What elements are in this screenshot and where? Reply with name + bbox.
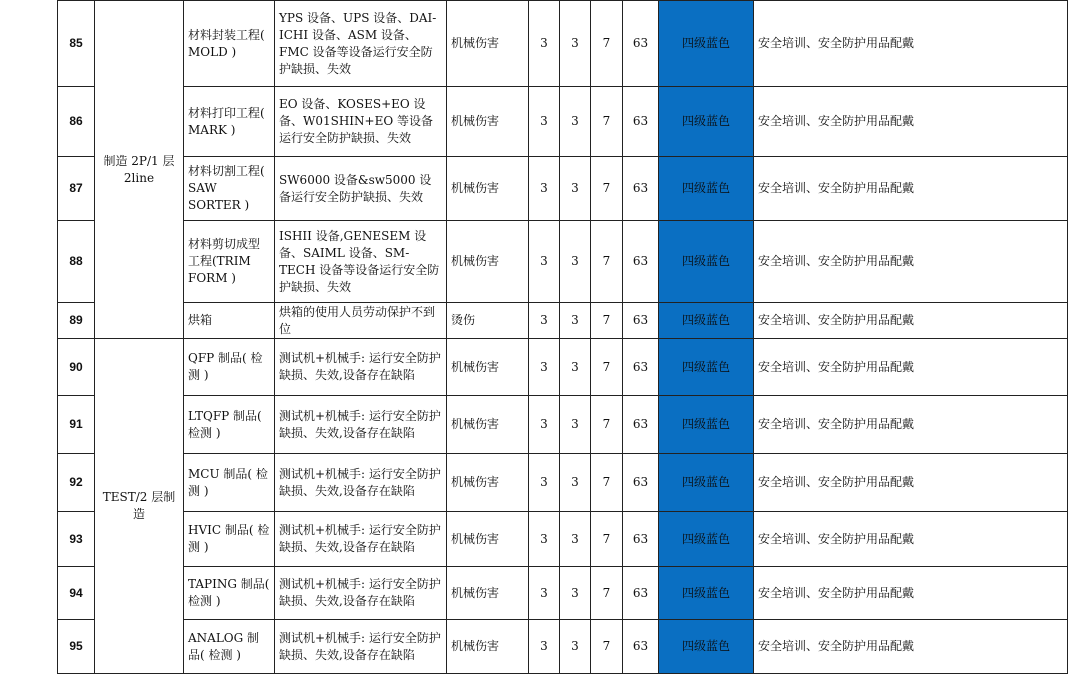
hazard-cell: 测试机+机械手: 运行安全防护缺损、失效,设备存在缺陷 <box>275 339 447 396</box>
d-value: 63 <box>623 1 659 87</box>
d-value: 63 <box>623 620 659 674</box>
e-value: 3 <box>560 339 591 396</box>
c-value: 7 <box>591 1 623 87</box>
measure-cell: 安全培训、安全防护用品配戴 <box>754 512 1068 567</box>
risk-level-badge: 四级蓝色 <box>659 157 754 221</box>
c-value: 7 <box>591 157 623 221</box>
e-value: 3 <box>560 620 591 674</box>
e-value: 3 <box>560 87 591 157</box>
table-row <box>58 396 1068 454</box>
l-value: 3 <box>529 87 560 157</box>
measure-cell: 安全培训、安全防护用品配戴 <box>754 396 1068 454</box>
injury-cell: 机械伤害 <box>447 567 529 620</box>
e-value: 3 <box>560 454 591 512</box>
d-value: 63 <box>623 339 659 396</box>
risk-level-badge: 四级蓝色 <box>659 512 754 567</box>
measure-cell: 安全培训、安全防护用品配戴 <box>754 303 1068 339</box>
risk-table-container <box>57 0 1067 674</box>
risk-level-badge: 四级蓝色 <box>659 339 754 396</box>
risk-level-badge: 四级蓝色 <box>659 87 754 157</box>
e-value: 3 <box>560 1 591 87</box>
injury-cell: 烫伤 <box>447 303 529 339</box>
d-value: 63 <box>623 567 659 620</box>
measure-cell: 安全培训、安全防护用品配戴 <box>754 339 1068 396</box>
process-cell: TAPING 制品( 检测 ) <box>184 567 275 620</box>
risk-level-badge: 四级蓝色 <box>659 454 754 512</box>
hazard-cell: 测试机+机械手: 运行安全防护缺损、失效,设备存在缺陷 <box>275 454 447 512</box>
row-number: 89 <box>58 303 95 339</box>
hazard-cell: 测试机+机械手: 运行安全防护缺损、失效,设备存在缺陷 <box>275 567 447 620</box>
l-value: 3 <box>529 339 560 396</box>
d-value: 63 <box>623 87 659 157</box>
row-number: 91 <box>58 396 95 454</box>
injury-cell: 机械伤害 <box>447 512 529 567</box>
c-value: 7 <box>591 303 623 339</box>
hazard-cell: 测试机+机械手: 运行安全防护缺损、失效,设备存在缺陷 <box>275 512 447 567</box>
injury-cell: 机械伤害 <box>447 620 529 674</box>
injury-cell: 机械伤害 <box>447 396 529 454</box>
e-value: 3 <box>560 221 591 303</box>
injury-cell: 机械伤害 <box>447 221 529 303</box>
table-row <box>58 1 1068 87</box>
process-cell: LTQFP 制品( 检测 ) <box>184 396 275 454</box>
row-number: 90 <box>58 339 95 396</box>
c-value: 7 <box>591 396 623 454</box>
process-cell: 材料剪切成型工程(TRIM FORM ) <box>184 221 275 303</box>
e-value: 3 <box>560 567 591 620</box>
injury-cell: 机械伤害 <box>447 454 529 512</box>
risk-level-badge: 四级蓝色 <box>659 620 754 674</box>
risk-level-badge: 四级蓝色 <box>659 1 754 87</box>
area-cell: 制造 2P/1 层 2line <box>95 1 184 339</box>
table-row <box>58 87 1068 157</box>
hazard-cell: SW6000 设备&sw5000 设备运行安全防护缺损、失效 <box>275 157 447 221</box>
l-value: 3 <box>529 454 560 512</box>
c-value: 7 <box>591 221 623 303</box>
l-value: 3 <box>529 1 560 87</box>
row-number: 86 <box>58 87 95 157</box>
hazard-cell: YPS 设备、UPS 设备、DAI-ICHI 设备、ASM 设备、FMC 设备等设备运行安全防护缺损、失效 <box>275 1 447 87</box>
hazard-cell: ISHII 设备,GENESEM 设备、SAIML 设备、SM-TECH 设备等设备运行安全防护缺损、失效 <box>275 221 447 303</box>
row-number: 94 <box>58 567 95 620</box>
measure-cell: 安全培训、安全防护用品配戴 <box>754 454 1068 512</box>
row-number: 93 <box>58 512 95 567</box>
l-value: 3 <box>529 396 560 454</box>
l-value: 3 <box>529 512 560 567</box>
table-row <box>58 221 1068 303</box>
table-row <box>58 512 1068 567</box>
process-cell: 材料封装工程( MOLD ) <box>184 1 275 87</box>
row-number: 87 <box>58 157 95 221</box>
row-number: 88 <box>58 221 95 303</box>
d-value: 63 <box>623 454 659 512</box>
l-value: 3 <box>529 157 560 221</box>
process-cell: MCU 制品( 检测 ) <box>184 454 275 512</box>
injury-cell: 机械伤害 <box>447 157 529 221</box>
table-row <box>58 567 1068 620</box>
row-number: 85 <box>58 1 95 87</box>
risk-level-badge: 四级蓝色 <box>659 221 754 303</box>
l-value: 3 <box>529 221 560 303</box>
injury-cell: 机械伤害 <box>447 1 529 87</box>
e-value: 3 <box>560 512 591 567</box>
measure-cell: 安全培训、安全防护用品配戴 <box>754 221 1068 303</box>
hazard-cell: 测试机+机械手: 运行安全防护缺损、失效,设备存在缺陷 <box>275 396 447 454</box>
l-value: 3 <box>529 620 560 674</box>
d-value: 63 <box>623 157 659 221</box>
row-number: 95 <box>58 620 95 674</box>
process-cell: HVIC 制品( 检测 ) <box>184 512 275 567</box>
d-value: 63 <box>623 303 659 339</box>
d-value: 63 <box>623 396 659 454</box>
risk-table <box>57 0 1068 674</box>
table-row <box>58 339 1068 396</box>
c-value: 7 <box>591 454 623 512</box>
injury-cell: 机械伤害 <box>447 339 529 396</box>
row-number: 92 <box>58 454 95 512</box>
d-value: 63 <box>623 221 659 303</box>
c-value: 7 <box>591 87 623 157</box>
c-value: 7 <box>591 620 623 674</box>
c-value: 7 <box>591 567 623 620</box>
table-row <box>58 620 1068 674</box>
process-cell: 材料切割工程( SAW SORTER ) <box>184 157 275 221</box>
table-row <box>58 303 1068 339</box>
e-value: 3 <box>560 303 591 339</box>
hazard-cell: EO 设备、KOSES+EO 设备、W01SHIN+EO 等设备运行安全防护缺损、失效 <box>275 87 447 157</box>
table-row <box>58 157 1068 221</box>
measure-cell: 安全培训、安全防护用品配戴 <box>754 157 1068 221</box>
process-cell: ANALOG 制品( 检测 ) <box>184 620 275 674</box>
c-value: 7 <box>591 339 623 396</box>
risk-level-badge: 四级蓝色 <box>659 567 754 620</box>
l-value: 3 <box>529 303 560 339</box>
d-value: 63 <box>623 512 659 567</box>
process-cell: 烘箱 <box>184 303 275 339</box>
l-value: 3 <box>529 567 560 620</box>
c-value: 7 <box>591 512 623 567</box>
risk-level-badge: 四级蓝色 <box>659 303 754 339</box>
process-cell: 材料打印工程( MARK ) <box>184 87 275 157</box>
e-value: 3 <box>560 157 591 221</box>
e-value: 3 <box>560 396 591 454</box>
measure-cell: 安全培训、安全防护用品配戴 <box>754 1 1068 87</box>
process-cell: QFP 制品( 检测 ) <box>184 339 275 396</box>
area-cell: TEST/2 层制造 <box>95 339 184 674</box>
hazard-cell: 测试机+机械手: 运行安全防护缺损、失效,设备存在缺陷 <box>275 620 447 674</box>
measure-cell: 安全培训、安全防护用品配戴 <box>754 567 1068 620</box>
measure-cell: 安全培训、安全防护用品配戴 <box>754 620 1068 674</box>
injury-cell: 机械伤害 <box>447 87 529 157</box>
hazard-cell: 烘箱的使用人员劳动保护不到位 <box>275 303 447 339</box>
table-row <box>58 454 1068 512</box>
risk-level-badge: 四级蓝色 <box>659 396 754 454</box>
measure-cell: 安全培训、安全防护用品配戴 <box>754 87 1068 157</box>
